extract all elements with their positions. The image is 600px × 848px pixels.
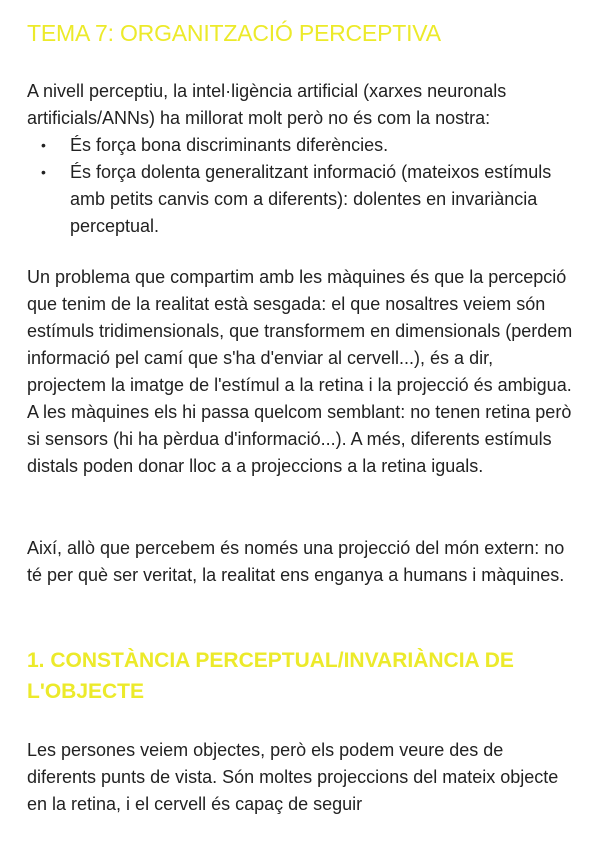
section-heading: 1. CONSTÀNCIA PERCEPTUAL/INVARIÀNCIA DE L'OBJECTE: [27, 649, 514, 703]
body-paragraph-projection: Així, allò que percebem és només una projecció del món extern: no té per què ser veritat, la realitat ens enganya a humans i màquines.: [27, 538, 565, 585]
bullet-icon: •: [41, 164, 46, 180]
bullet-text: És força dolenta generalitzant informació (mateixos estímuls amb petits canvis com a diferents): dolentes en invariància perceptual.: [70, 162, 552, 236]
bullet-list: [27, 132, 577, 240]
bullet-item: [27, 132, 577, 159]
bullet-icon: •: [41, 137, 46, 153]
section-paragraph: Les persones veiem objectes, però els podem veure des de diferents punts de vista. Són moltes projeccions del mateix objecte en la retina, i el cervell és capaç de seguir: [27, 740, 559, 814]
intro-paragraph: A nivell perceptiu, la intel·ligència artificial (xarxes neuronals artificials/ANNs) ha millorat molt però no és com la nostra:: [27, 81, 507, 128]
body-paragraph-ambiguity: Un problema que compartim amb les màquines és que la percepció que tenim de la realitat està sesgada: el que nosaltres veiem són estímuls tridimensionals, que transformem en dimensionals (perdem informació pel camí que s'ha d'enviar al cervell...), és a dir, projectem la imatge de l'estímul a la retina i la projecció és ambigua. A les màquines els hi passa quelcom semblant: no tenen retina però si sensors (hi ha pèrdua d'informació...). A més, diferents estímuls distals poden donar lloc a a projeccions a la retina iguals.: [27, 267, 573, 476]
bullet-text: És força bona discriminants diferències.: [70, 135, 389, 155]
page-title: TEMA 7: ORGANITZACIÓ PERCEPTIVA: [27, 20, 441, 46]
bullet-item: [27, 159, 577, 240]
